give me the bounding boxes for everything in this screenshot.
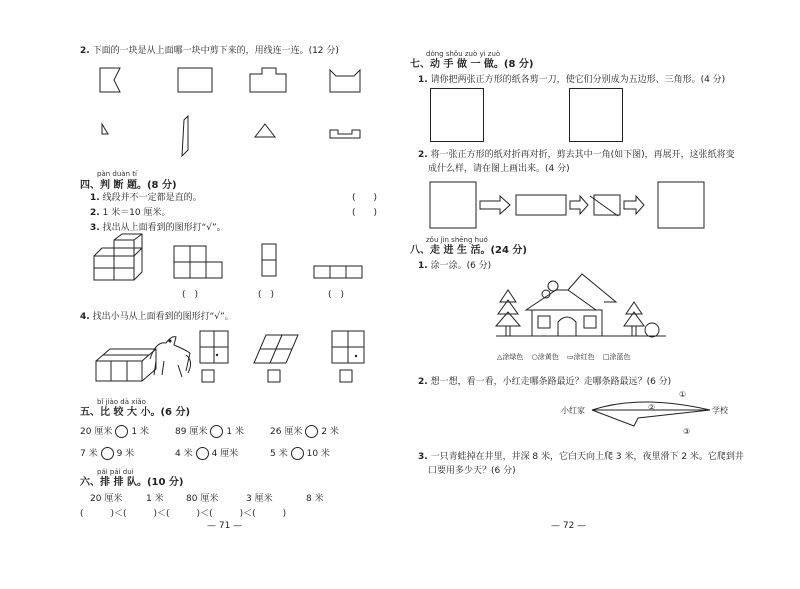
shape-rectangle-1 <box>178 68 212 92</box>
question-2-left: 2. 下面的一块是从上面哪一块中剪下来的，用线连一连。(12 分) <box>80 46 339 56</box>
tree-left-icon <box>496 290 520 336</box>
page-number-left: — 71 — <box>207 521 243 531</box>
view-answer-1[interactable]: ( ) <box>182 290 199 300</box>
pony-option-c <box>332 331 364 363</box>
judge-item-2: 2. 1 米＝10 厘米。 <box>90 208 171 218</box>
compare-1: 20 厘米 1 米 <box>80 427 149 437</box>
unfold-answer-square <box>658 182 704 228</box>
option-a-grid <box>174 246 222 278</box>
make-question-2-line2: 成什么样，请在图上画出来。(4 分) <box>428 164 570 174</box>
arrow-icon <box>624 196 644 214</box>
pony-check-box-2 <box>268 370 280 382</box>
arrow-icon <box>480 196 510 214</box>
page-number-right: — 72 — <box>551 521 587 531</box>
sort-value-2: 1 米 <box>146 494 164 504</box>
life-question-1: 1. 涂一涂。(6 分) <box>418 261 492 271</box>
sort-value-5: 8 米 <box>306 494 324 504</box>
route-end-label: 学校 <box>712 406 728 415</box>
compare-circle[interactable] <box>291 447 304 460</box>
section-6-title: 六、排 排 队。(10 分) <box>80 477 184 488</box>
square-paper-2[interactable] <box>569 88 623 142</box>
section-4-title: 四、判 断 题。(8 分) <box>80 180 177 191</box>
route-1-label: ① <box>679 390 687 399</box>
compare-circle[interactable] <box>115 425 128 438</box>
judge-item-1: 1. 线段并不一定都是直的。 <box>90 193 202 203</box>
option-c-grid <box>314 266 362 278</box>
section-5-title: 五、比 较 大 小。(6 分) <box>80 407 191 418</box>
pony-option-a <box>200 331 228 363</box>
route-2-label: ② <box>648 403 656 412</box>
piece-notched-strip <box>330 130 360 138</box>
route-start-label: 小红家 <box>561 406 585 415</box>
life-question-2: 2. 想一想，看一看，小红走哪条路最近？走哪条路最远？(6 分) <box>418 377 672 387</box>
pony-view-figure <box>90 325 380 385</box>
piece-small-triangle <box>102 124 108 134</box>
fold-step-cut <box>590 195 620 216</box>
option-b-grid <box>262 244 276 276</box>
square-paper-1[interactable] <box>430 88 484 142</box>
section-7-pinyin: dòng shǒu zuò yi zuò <box>426 50 501 58</box>
piece-parallelogram <box>182 116 188 156</box>
compare-circle[interactable] <box>196 447 209 460</box>
judge-answer-1[interactable]: ( ) <box>352 193 378 203</box>
compare-circle[interactable] <box>101 447 114 460</box>
section-8-pinyin: zǒu jìn shēng huó <box>426 236 488 244</box>
compare-circle[interactable] <box>305 425 318 438</box>
shape-notched-right <box>100 68 120 92</box>
sort-value-1: 20 厘米 <box>90 494 123 504</box>
section-6-pinyin: pái pái duì <box>97 468 134 476</box>
fold-cut-figure <box>430 182 730 232</box>
judge-answer-2[interactable]: ( ) <box>352 208 378 218</box>
cut-shapes-figure <box>90 62 380 162</box>
circle-icon: ○ <box>531 353 538 361</box>
shape-notched-top <box>330 70 360 92</box>
block-stack <box>96 349 156 381</box>
section-4-pinyin: pàn duàn tí <box>97 170 137 178</box>
judge-item-4: 4. 找出小马从上面看到的图形打“√”。 <box>80 312 234 322</box>
view-answer-2[interactable]: ( ) <box>258 290 275 300</box>
view-answer-3[interactable]: ( ) <box>328 290 345 300</box>
life-question-3: 3. 一只青蛙掉在井里，井深 8 米，它白天向上爬 3 米，夜里滑下 2 米。它爬到井 <box>418 452 744 462</box>
compare-6: 5 米 10 米 <box>270 449 330 459</box>
section-7-title: 七、动 手 做 一 做。(8 分) <box>410 59 534 70</box>
fold-step-half <box>516 195 566 215</box>
color-legend: △涂绿色 ○涂黄色 ▭涂红色 □涂蓝色 <box>497 353 631 361</box>
judge-item-3: 3. 找出从上面看到的图形打“√”。 <box>90 223 226 233</box>
house-icon <box>526 274 616 336</box>
square-icon: □ <box>602 353 610 361</box>
section-5-pinyin: bǐ jiào dà xiǎo <box>97 398 146 406</box>
rectangle-icon: ▭ <box>566 353 574 361</box>
route-3-label: ③ <box>683 427 691 436</box>
triangle-icon: △ <box>497 353 503 361</box>
sort-value-3: 80 厘米 <box>186 494 219 504</box>
tree-right-icon <box>624 302 659 337</box>
cube-stack <box>94 234 142 280</box>
section-8-title: 八、走 进 生 活。(24 分) <box>410 245 527 256</box>
make-question-1: 1. 请你把两张正方形的纸各剪一刀，使它们分别成为五边形、三角形。(4 分) <box>418 75 726 85</box>
compare-2: 89 厘米 1 米 <box>175 427 244 437</box>
pony-option-b <box>254 335 298 363</box>
pony-check-box-1 <box>202 370 214 382</box>
shape-tab-top <box>250 68 286 92</box>
arrow-icon <box>570 196 588 214</box>
compare-5: 4 米 4 厘米 <box>175 449 239 459</box>
top-view-cubes-figure <box>90 236 380 286</box>
piece-triangle <box>255 124 275 137</box>
house-coloring-figure[interactable] <box>496 272 666 350</box>
life-question-3-line2: 口要用多少天？(6 分) <box>428 466 516 476</box>
sort-answer-row[interactable]: ( )＜( )＜( )＜( )＜( ) <box>80 509 287 519</box>
make-question-2: 2. 将一张正方形的纸对折再对折，剪去其中一角(如下图)，再展开，这张纸将变 <box>418 150 735 160</box>
compare-4: 7 米 9 米 <box>80 449 135 459</box>
compare-circle[interactable] <box>210 425 223 438</box>
fold-step-square <box>430 182 476 228</box>
compare-3: 26 厘米 2 米 <box>270 427 339 437</box>
sort-value-4: 3 厘米 <box>246 494 273 504</box>
pony-check-box-3 <box>340 370 352 382</box>
